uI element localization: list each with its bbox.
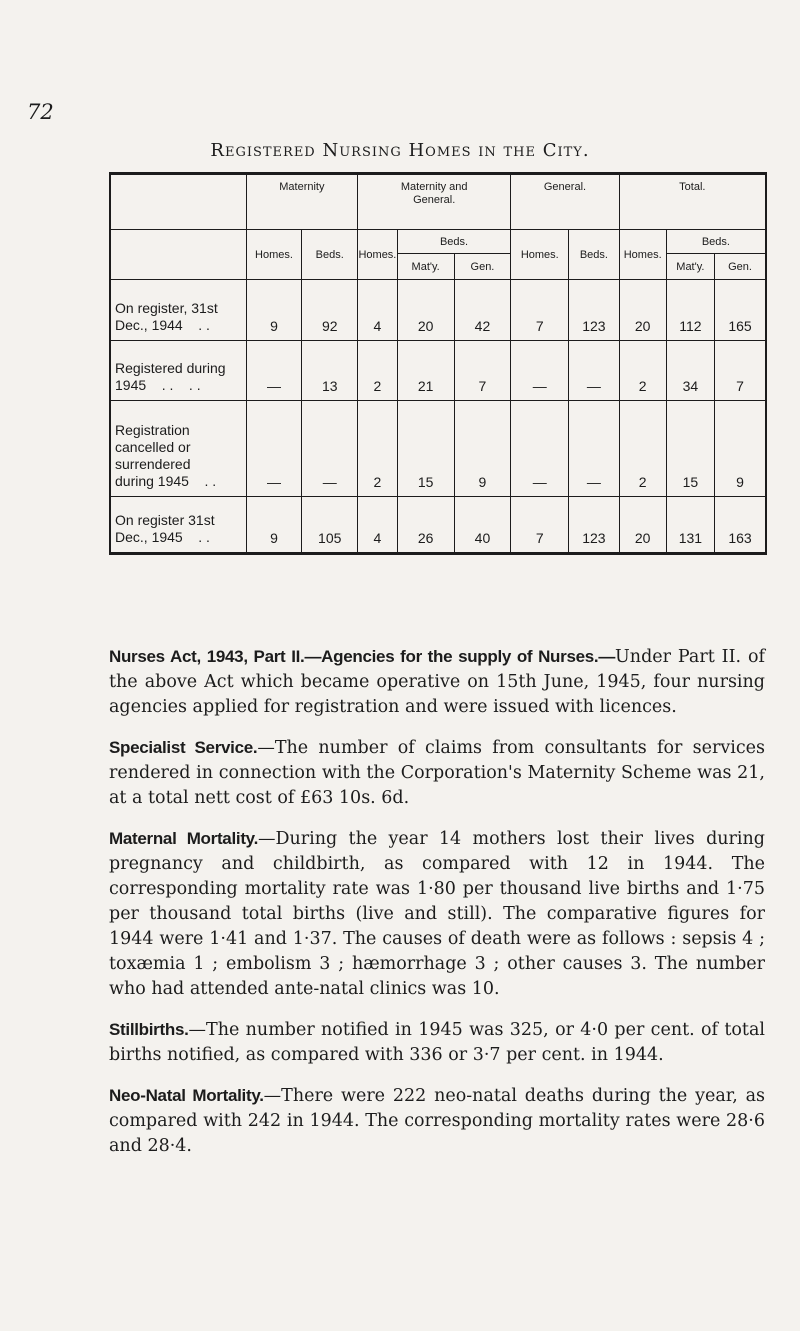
table-row	[110, 497, 766, 554]
section-text: —The number of claims from consultants for services rendered in connection with the Corporation's Maternity Scheme was 21, at a total nett cost of £63 10s. 6d.	[109, 738, 765, 808]
row-label-line: surrendered	[115, 456, 191, 472]
table-cell: 9	[246, 497, 302, 554]
table-cell: 123	[569, 280, 619, 341]
group-header-maternity-general-text: Maternity and General.	[400, 181, 468, 206]
section-text: Under Part II. of the above Act which became operative on 15th June, 1945, four nursing agencies applied for registration and were issued with licences.	[109, 647, 765, 717]
table-cell: 4	[358, 280, 398, 341]
table-row	[110, 280, 766, 341]
table-cell: —	[511, 401, 569, 497]
table-cell: 15	[666, 401, 714, 497]
table-title-rest: egistered Nursing Homes in the City.	[224, 140, 590, 161]
header-matgen-gen: Gen.	[454, 254, 511, 280]
section-text: —There were 222 neo-natal deaths during the year, as compared with 242 in 1944. The corresponding mortality rates were 28·6 and 28·4.	[109, 1086, 765, 1156]
table-title-initial: R	[210, 140, 225, 161]
row-label-line: 1945 . . . .	[115, 377, 201, 393]
table-cell: —	[569, 341, 619, 401]
table-cell: 42	[454, 280, 511, 341]
row-label	[110, 497, 246, 554]
table-cell: 2	[358, 401, 398, 497]
table-cell: 165	[714, 280, 766, 341]
corner-cell	[110, 174, 246, 230]
table-cell: —	[246, 341, 302, 401]
table-cell: 9	[454, 401, 511, 497]
row-label-line: during 1945 . .	[115, 473, 217, 489]
row-label-line: On register 31st	[115, 512, 215, 528]
nursing-homes-table	[109, 172, 767, 555]
row-label	[110, 280, 246, 341]
table-cell: 20	[397, 280, 454, 341]
group-header-total: Total.	[619, 174, 766, 230]
table-cell: 7	[511, 280, 569, 341]
table-cell: 9	[714, 401, 766, 497]
section-specialist-service	[109, 735, 765, 811]
table-cell: 92	[302, 280, 358, 341]
table-cell: 13	[302, 341, 358, 401]
row-label	[110, 341, 246, 401]
header-matgen-homes: Homes.	[358, 230, 398, 280]
table-cell: 21	[397, 341, 454, 401]
table-cell: 4	[358, 497, 398, 554]
table-cell: 105	[302, 497, 358, 554]
table-row	[110, 341, 766, 401]
table-cell: 123	[569, 497, 619, 554]
section-neo-natal-mortality	[109, 1083, 765, 1159]
header-total-gen: Gen.	[714, 254, 766, 280]
header-general-homes: Homes.	[511, 230, 569, 280]
row-label-header	[110, 230, 246, 280]
table-cell: —	[511, 341, 569, 401]
table-cell: 2	[358, 341, 398, 401]
table-cell: 112	[666, 280, 714, 341]
section-heading: Stillbirths.	[109, 1020, 189, 1039]
report-body	[109, 644, 765, 1174]
table-cell: 20	[619, 280, 666, 341]
table-cell: 26	[397, 497, 454, 554]
page-number: 72	[27, 100, 54, 124]
row-label-line: Dec., 1944 . .	[115, 317, 210, 333]
section-stillbirths	[109, 1017, 765, 1068]
group-header-maternity: Maternity	[246, 174, 357, 230]
table-cell: 7	[714, 341, 766, 401]
header-maternity-beds: Beds.	[302, 230, 358, 280]
row-label	[110, 401, 246, 497]
row-label-line: Registered during	[115, 360, 226, 376]
table-cell: —	[302, 401, 358, 497]
header-total-homes: Homes.	[619, 230, 666, 280]
table-cell: 34	[666, 341, 714, 401]
header-maternity-homes: Homes.	[246, 230, 302, 280]
section-heading: Specialist Service.	[109, 738, 258, 757]
table-cell: 2	[619, 401, 666, 497]
row-label-line: Registration	[115, 422, 190, 438]
section-maternal-mortality	[109, 826, 765, 1002]
row-label-line: cancelled or	[115, 439, 191, 455]
table-title	[0, 140, 800, 161]
header-total-matty: Mat'y.	[666, 254, 714, 280]
group-header-general: General.	[511, 174, 619, 230]
header-matgen-beds: Beds.	[397, 230, 511, 254]
header-total-beds: Beds.	[666, 230, 766, 254]
table-row	[110, 401, 766, 497]
table-cell: 9	[246, 280, 302, 341]
table-cell: 163	[714, 497, 766, 554]
table-cell: 7	[511, 497, 569, 554]
section-text: —During the year 14 mothers lost their lives during pregnancy and childbirth, as compared with 12 in 1944. The corresponding mortality rate was 1·80 per thousand live births and 1·75 per thousand total births (live and still). The comparative figures for 1944 were 1·41 and 1·37. The causes of death were as follows : sepsis 4 ; toxæmia 1 ; embolism 3 ; hæmorrhage 3 ; other causes 3. The number who had attended ante-natal clinics was 10.	[109, 829, 765, 999]
row-label-line: On register, 31st	[115, 300, 218, 316]
table-cell: 20	[619, 497, 666, 554]
section-heading: Maternal Mortality.	[109, 829, 258, 848]
header-general-beds: Beds.	[569, 230, 619, 280]
table-cell: 15	[397, 401, 454, 497]
header-matgen-matty: Mat'y.	[397, 254, 454, 280]
group-header-maternity-general	[358, 174, 511, 230]
section-text: —The number notified in 1945 was 325, or 4·0 per cent. of total births notified, as compared with 336 or 3·7 per cent. in 1944.	[109, 1020, 765, 1065]
table-cell: 131	[666, 497, 714, 554]
table-cell: 40	[454, 497, 511, 554]
section-heading: Neo-Natal Mortality.	[109, 1086, 264, 1105]
section-heading: Nurses Act, 1943, Part II.—Agencies for the supply of Nurses.—	[109, 647, 616, 666]
table-cell: 7	[454, 341, 511, 401]
section-nurses-act	[109, 644, 765, 720]
table-cell: —	[246, 401, 302, 497]
table-cell: 2	[619, 341, 666, 401]
table-cell: —	[569, 401, 619, 497]
row-label-line: Dec., 1945 . .	[115, 529, 210, 545]
